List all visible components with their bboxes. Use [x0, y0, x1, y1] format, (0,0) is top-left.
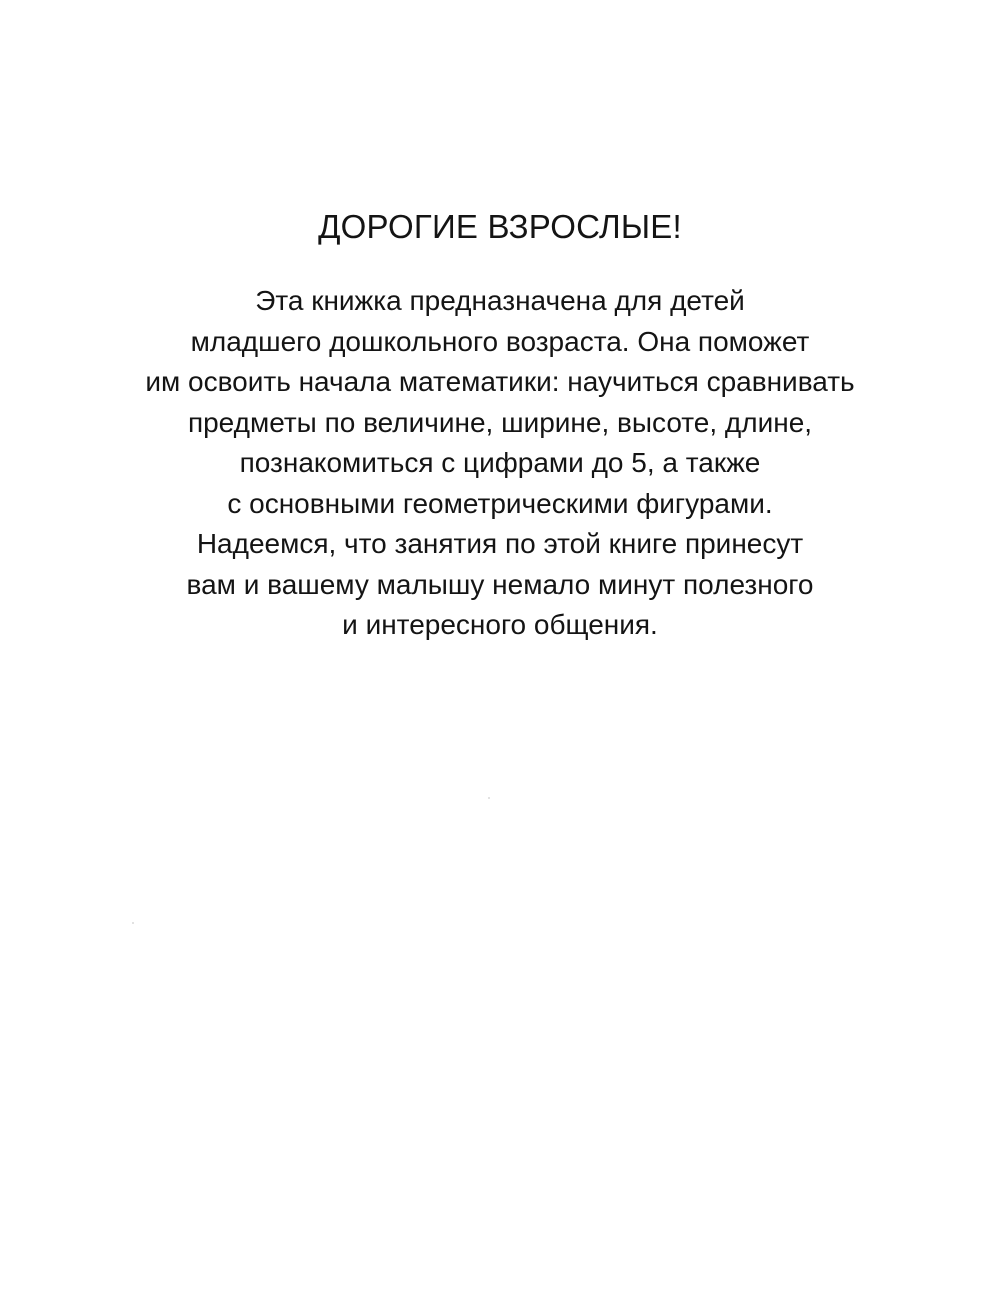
paragraph-line: им освоить начала математики: научиться сравнивать [145, 366, 855, 397]
scan-speck [132, 922, 134, 924]
paragraph-line: познакомиться с цифрами до 5, а также [239, 447, 761, 478]
paragraph-line: с основными геометрическими фигурами. [227, 487, 773, 519]
paragraph-line: Надеемся, что занятия по этой книге принесут [196, 528, 804, 559]
paragraph-line: Эта книжка предназначена для детей [255, 285, 745, 316]
paragraph-line: и интересного общения. [342, 609, 658, 640]
paragraph-line: предметы по величине, ширине, высоте, длине, [187, 406, 813, 438]
paragraph-line: вам и вашему малышу немало минут полезного [186, 568, 814, 600]
body-paragraph [0, 281, 1000, 646]
scan-speck [488, 797, 490, 799]
page-title: ДОРОГИЕ ВЗРОСЛЫЕ! [318, 208, 682, 245]
paragraph-line: младшего дошкольного возраста. Она поможет [190, 325, 810, 357]
